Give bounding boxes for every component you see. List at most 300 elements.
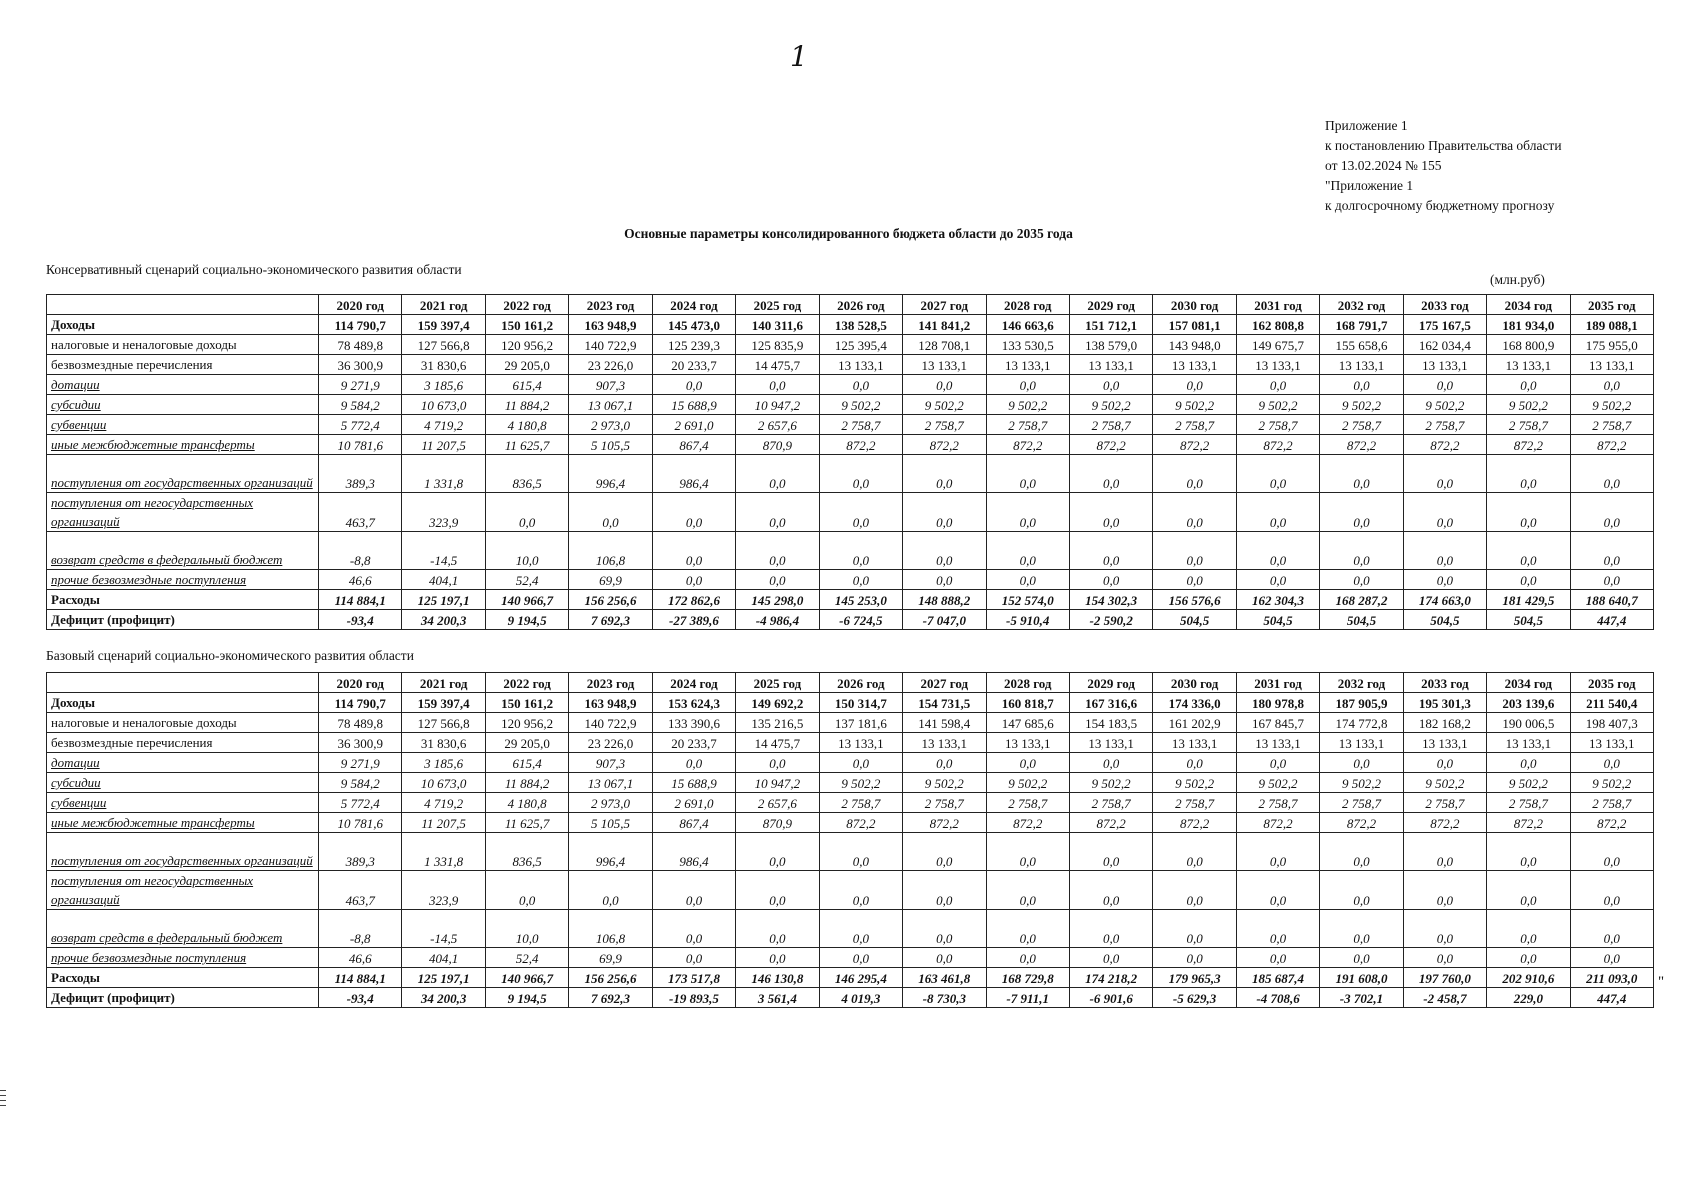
value-cell: 3 561,4	[736, 988, 819, 1008]
value-cell: 2 657,6	[736, 793, 819, 813]
value-cell: 872,2	[986, 813, 1069, 833]
value-cell: 15 688,9	[652, 773, 735, 793]
value-cell: 140 722,9	[569, 335, 652, 355]
value-cell: 29 205,0	[485, 733, 568, 753]
table-row	[47, 713, 1654, 733]
value-cell: 15 688,9	[652, 395, 735, 415]
value-cell: 872,2	[1320, 435, 1403, 455]
value-cell: 168 729,8	[986, 968, 1069, 988]
table-row	[47, 455, 1654, 493]
table-row	[47, 610, 1654, 630]
value-cell: 4 019,3	[819, 988, 902, 1008]
value-cell: 0,0	[819, 753, 902, 773]
value-cell: -19 893,5	[652, 988, 735, 1008]
value-cell: 13 133,1	[1153, 733, 1236, 753]
value-cell: -2 590,2	[1069, 610, 1152, 630]
value-cell: -14,5	[402, 910, 485, 948]
value-cell: 0,0	[1487, 375, 1570, 395]
value-cell: -93,4	[319, 610, 402, 630]
value-cell: 9 502,2	[903, 395, 986, 415]
value-cell: 146 130,8	[736, 968, 819, 988]
value-cell: 0,0	[986, 753, 1069, 773]
units-label: (млн.руб)	[1490, 272, 1545, 287]
table-row	[47, 948, 1654, 968]
value-cell: 52,4	[485, 948, 568, 968]
year-header: 2024 год	[652, 295, 735, 315]
table-row	[47, 988, 1654, 1008]
value-cell: 125 395,4	[819, 335, 902, 355]
year-header: 2022 год	[485, 295, 568, 315]
table-row	[47, 355, 1654, 375]
row-label: возврат средств в федеральный бюджет	[47, 532, 319, 570]
value-cell: 34 200,3	[402, 988, 485, 1008]
value-cell: 9 502,2	[1570, 773, 1653, 793]
value-cell: 13 133,1	[1153, 355, 1236, 375]
value-cell: 4 180,8	[485, 793, 568, 813]
year-header: 2023 год	[569, 295, 652, 315]
year-header: 2025 год	[736, 673, 819, 693]
value-cell: 10,0	[485, 910, 568, 948]
value-cell: 504,5	[1153, 610, 1236, 630]
value-cell: -93,4	[319, 988, 402, 1008]
value-cell: -7 911,1	[986, 988, 1069, 1008]
value-cell: 7 692,3	[569, 610, 652, 630]
value-cell: 120 956,2	[485, 713, 568, 733]
value-cell: 10 947,2	[736, 773, 819, 793]
value-cell: 0,0	[1403, 753, 1486, 773]
year-header: 2031 год	[1236, 295, 1319, 315]
value-cell: 0,0	[652, 570, 735, 590]
value-cell: -5 910,4	[986, 610, 1069, 630]
value-cell: 175 167,5	[1403, 315, 1486, 335]
value-cell: 135 216,5	[736, 713, 819, 733]
row-label: поступления от негосударственных организаций	[47, 871, 319, 910]
value-cell: 2 758,7	[986, 793, 1069, 813]
value-cell: 13 133,1	[1320, 733, 1403, 753]
value-cell: 0,0	[1069, 871, 1152, 910]
table-row	[47, 733, 1654, 753]
value-cell: 0,0	[1069, 833, 1152, 871]
value-cell: 69,9	[569, 948, 652, 968]
row-label: Доходы	[47, 315, 319, 335]
value-cell: 0,0	[1570, 375, 1653, 395]
value-cell: 0,0	[1320, 910, 1403, 948]
value-cell: 0,0	[1236, 570, 1319, 590]
value-cell: 0,0	[819, 910, 902, 948]
value-cell: 0,0	[903, 493, 986, 532]
value-cell: 0,0	[1487, 455, 1570, 493]
value-cell: 13 133,1	[903, 733, 986, 753]
value-cell: 2 758,7	[1236, 415, 1319, 435]
value-cell: 0,0	[1570, 753, 1653, 773]
value-cell: 0,0	[1236, 871, 1319, 910]
value-cell: 404,1	[402, 570, 485, 590]
value-cell: 0,0	[1153, 833, 1236, 871]
value-cell: 5 772,4	[319, 793, 402, 813]
value-cell: 20 233,7	[652, 733, 735, 753]
year-header: 2026 год	[819, 295, 902, 315]
closing-quote: "	[1658, 974, 1665, 990]
value-cell: 2 758,7	[1403, 415, 1486, 435]
value-cell: 172 862,6	[652, 590, 735, 610]
value-cell: 0,0	[986, 570, 1069, 590]
row-label: безвозмездные перечисления	[47, 733, 319, 753]
value-cell: 195 301,3	[1403, 693, 1486, 713]
value-cell: 13 133,1	[1403, 733, 1486, 753]
value-cell: 872,2	[819, 813, 902, 833]
value-cell: 9 502,2	[1487, 395, 1570, 415]
value-cell: 0,0	[986, 532, 1069, 570]
year-header: 2033 год	[1403, 295, 1486, 315]
conservative-scenario-table	[46, 294, 1654, 630]
year-header: 2027 год	[903, 295, 986, 315]
value-cell: 872,2	[903, 435, 986, 455]
value-cell: 10 781,6	[319, 435, 402, 455]
value-cell: 162 304,3	[1236, 590, 1319, 610]
value-cell: 188 640,7	[1570, 590, 1653, 610]
value-cell: 2 758,7	[903, 415, 986, 435]
value-cell: 872,2	[1403, 435, 1486, 455]
value-cell: 0,0	[736, 753, 819, 773]
row-label: Доходы	[47, 693, 319, 713]
value-cell: 0,0	[1320, 948, 1403, 968]
value-cell: 180 978,8	[1236, 693, 1319, 713]
value-cell: 2 758,7	[1069, 793, 1152, 813]
value-cell: 0,0	[1403, 910, 1486, 948]
value-cell: 872,2	[986, 435, 1069, 455]
value-cell: 11 207,5	[402, 813, 485, 833]
value-cell: 13 067,1	[569, 395, 652, 415]
value-cell: 2 973,0	[569, 415, 652, 435]
value-cell: 114 884,1	[319, 968, 402, 988]
value-cell: 0,0	[1069, 910, 1152, 948]
value-cell: 0,0	[1403, 833, 1486, 871]
value-cell: 872,2	[1570, 813, 1653, 833]
value-cell: 0,0	[819, 871, 902, 910]
value-cell: 9 502,2	[1487, 773, 1570, 793]
value-cell: 173 517,8	[652, 968, 735, 988]
appendix-note-line: от 13.02.2024 № 155	[1325, 158, 1442, 173]
value-cell: 0,0	[485, 493, 568, 532]
value-cell: -2 458,7	[1403, 988, 1486, 1008]
value-cell: 9 502,2	[1153, 395, 1236, 415]
value-cell: 0,0	[1570, 948, 1653, 968]
value-cell: 9 194,5	[485, 610, 568, 630]
value-cell: 0,0	[1320, 375, 1403, 395]
value-cell: 0,0	[986, 455, 1069, 493]
year-header: 2030 год	[1153, 673, 1236, 693]
value-cell: 0,0	[986, 948, 1069, 968]
table-row	[47, 773, 1654, 793]
value-cell: 168 791,7	[1320, 315, 1403, 335]
value-cell: 154 731,5	[903, 693, 986, 713]
value-cell: 0,0	[1487, 753, 1570, 773]
value-cell: 149 675,7	[1236, 335, 1319, 355]
value-cell: 147 685,6	[986, 713, 1069, 733]
value-cell: 872,2	[1153, 435, 1236, 455]
value-cell: 0,0	[819, 570, 902, 590]
value-cell: 229,0	[1487, 988, 1570, 1008]
row-label: поступления от негосударственных организаций	[47, 493, 319, 532]
value-cell: 615,4	[485, 753, 568, 773]
year-header: 2032 год	[1320, 295, 1403, 315]
value-cell: 2 973,0	[569, 793, 652, 813]
value-cell: 504,5	[1487, 610, 1570, 630]
value-cell: 986,4	[652, 833, 735, 871]
value-cell: 0,0	[986, 871, 1069, 910]
value-cell: 0,0	[1403, 493, 1486, 532]
value-cell: 0,0	[903, 570, 986, 590]
value-cell: 46,6	[319, 948, 402, 968]
table-row	[47, 493, 1654, 532]
value-cell: 9 502,2	[1236, 773, 1319, 793]
value-cell: 0,0	[1236, 493, 1319, 532]
value-cell: 0,0	[1320, 532, 1403, 570]
value-cell: 13 133,1	[986, 355, 1069, 375]
value-cell: 0,0	[1403, 532, 1486, 570]
value-cell: 0,0	[1153, 948, 1236, 968]
value-cell: 0,0	[903, 375, 986, 395]
value-cell: 138 528,5	[819, 315, 902, 335]
conservative-scenario-title: Консервативный сценарий социально-экономического развития области	[46, 262, 462, 277]
value-cell: 0,0	[1570, 833, 1653, 871]
row-label: налоговые и неналоговые доходы	[47, 335, 319, 355]
row-label: дотации	[47, 753, 319, 773]
value-cell: 167 316,6	[1069, 693, 1152, 713]
value-cell: 140 311,6	[736, 315, 819, 335]
value-cell: 0,0	[736, 833, 819, 871]
value-cell: 2 758,7	[1153, 415, 1236, 435]
value-cell: 0,0	[819, 833, 902, 871]
value-cell: 181 934,0	[1487, 315, 1570, 335]
value-cell: 0,0	[1069, 532, 1152, 570]
value-cell: 69,9	[569, 570, 652, 590]
value-cell: 0,0	[652, 910, 735, 948]
value-cell: 145 298,0	[736, 590, 819, 610]
value-cell: 870,9	[736, 813, 819, 833]
value-cell: 872,2	[1236, 813, 1319, 833]
value-cell: -4 708,6	[1236, 988, 1319, 1008]
value-cell: 2 758,7	[1487, 793, 1570, 813]
row-label: прочие безвозмездные поступления	[47, 948, 319, 968]
year-header: 2033 год	[1403, 673, 1486, 693]
year-header: 2034 год	[1487, 295, 1570, 315]
value-cell: 389,3	[319, 455, 402, 493]
value-cell: 140 966,7	[485, 590, 568, 610]
value-cell: 2 758,7	[986, 415, 1069, 435]
value-cell: 127 566,8	[402, 335, 485, 355]
row-label: налоговые и неналоговые доходы	[47, 713, 319, 733]
value-cell: 211 093,0	[1570, 968, 1653, 988]
value-cell: 2 758,7	[1320, 793, 1403, 813]
value-cell: 0,0	[819, 455, 902, 493]
value-cell: 13 133,1	[1487, 355, 1570, 375]
value-cell: 836,5	[485, 833, 568, 871]
value-cell: 447,4	[1570, 988, 1653, 1008]
value-cell: 0,0	[986, 910, 1069, 948]
header-blank-cell	[47, 295, 319, 315]
value-cell: 0,0	[736, 570, 819, 590]
value-cell: 867,4	[652, 435, 735, 455]
row-label: Расходы	[47, 590, 319, 610]
value-cell: 179 965,3	[1153, 968, 1236, 988]
table-row	[47, 693, 1654, 713]
value-cell: 13 133,1	[1236, 355, 1319, 375]
value-cell: 870,9	[736, 435, 819, 455]
value-cell: 0,0	[736, 532, 819, 570]
value-cell: 203 139,6	[1487, 693, 1570, 713]
value-cell: -27 389,6	[652, 610, 735, 630]
value-cell: 9 502,2	[1069, 773, 1152, 793]
value-cell: 137 181,6	[819, 713, 902, 733]
value-cell: 0,0	[903, 532, 986, 570]
value-cell: 0,0	[903, 871, 986, 910]
value-cell: 4 180,8	[485, 415, 568, 435]
value-cell: 0,0	[1570, 532, 1653, 570]
document-title: Основные параметры консолидированного бюджета области до 2035 года	[624, 226, 1073, 241]
value-cell: 3 185,6	[402, 753, 485, 773]
page-number: 1	[790, 40, 808, 73]
table-row	[47, 590, 1654, 610]
table-row	[47, 793, 1654, 813]
value-cell: 0,0	[1236, 455, 1319, 493]
value-cell: 872,2	[1236, 435, 1319, 455]
value-cell: 9 502,2	[1153, 773, 1236, 793]
value-cell: 836,5	[485, 455, 568, 493]
value-cell: 13 133,1	[903, 355, 986, 375]
value-cell: 0,0	[1069, 753, 1152, 773]
value-cell: 159 397,4	[402, 315, 485, 335]
value-cell: 872,2	[903, 813, 986, 833]
value-cell: -4 986,4	[736, 610, 819, 630]
table-row	[47, 532, 1654, 570]
value-cell: 0,0	[819, 948, 902, 968]
value-cell: 0,0	[1487, 532, 1570, 570]
value-cell: 13 133,1	[819, 733, 902, 753]
table-row	[47, 968, 1654, 988]
value-cell: 996,4	[569, 833, 652, 871]
year-header: 2035 год	[1570, 295, 1653, 315]
value-cell: 3 185,6	[402, 375, 485, 395]
year-header: 2030 год	[1153, 295, 1236, 315]
value-cell: 0,0	[1320, 455, 1403, 493]
value-cell: 872,2	[1570, 435, 1653, 455]
value-cell: 872,2	[1487, 813, 1570, 833]
value-cell: 0,0	[652, 493, 735, 532]
value-cell: 0,0	[1069, 948, 1152, 968]
value-cell: 174 218,2	[1069, 968, 1152, 988]
value-cell: 9 502,2	[819, 773, 902, 793]
row-label: субвенции	[47, 415, 319, 435]
value-cell: 2 758,7	[903, 793, 986, 813]
value-cell: 9 502,2	[986, 773, 1069, 793]
value-cell: 13 133,1	[1320, 355, 1403, 375]
value-cell: 0,0	[652, 375, 735, 395]
row-label: поступления от государственных организаций	[47, 455, 319, 493]
value-cell: 159 397,4	[402, 693, 485, 713]
value-cell: 13 133,1	[819, 355, 902, 375]
value-cell: 2 758,7	[819, 793, 902, 813]
row-label: дотации	[47, 375, 319, 395]
value-cell: 36 300,9	[319, 355, 402, 375]
value-cell: 907,3	[569, 753, 652, 773]
value-cell: 168 287,2	[1320, 590, 1403, 610]
value-cell: 9 502,2	[1403, 773, 1486, 793]
row-label: субсидии	[47, 395, 319, 415]
value-cell: 13 133,1	[1403, 355, 1486, 375]
value-cell: 872,2	[819, 435, 902, 455]
value-cell: -6 724,5	[819, 610, 902, 630]
value-cell: 0,0	[1153, 753, 1236, 773]
value-cell: 125 197,1	[402, 968, 485, 988]
value-cell: 162 808,8	[1236, 315, 1319, 335]
value-cell: 11 207,5	[402, 435, 485, 455]
value-cell: 167 845,7	[1236, 713, 1319, 733]
appendix-note-line: "Приложение 1	[1325, 178, 1414, 193]
row-label: иные межбюджетные трансферты	[47, 813, 319, 833]
value-cell: 0,0	[1153, 570, 1236, 590]
value-cell: 154 183,5	[1069, 713, 1152, 733]
value-cell: 2 691,0	[652, 415, 735, 435]
value-cell: 138 579,0	[1069, 335, 1152, 355]
table-row	[47, 375, 1654, 395]
value-cell: 2 691,0	[652, 793, 735, 813]
value-cell: 0,0	[986, 375, 1069, 395]
value-cell: 11 625,7	[485, 813, 568, 833]
table-row	[47, 570, 1654, 590]
value-cell: 52,4	[485, 570, 568, 590]
header-blank-cell	[47, 673, 319, 693]
value-cell: 0,0	[1153, 375, 1236, 395]
value-cell: 0,0	[903, 455, 986, 493]
value-cell: 161 202,9	[1153, 713, 1236, 733]
value-cell: 0,0	[1320, 570, 1403, 590]
value-cell: 907,3	[569, 375, 652, 395]
value-cell: 0,0	[1320, 871, 1403, 910]
appendix-note-line: Приложение 1	[1325, 118, 1408, 133]
value-cell: 9 502,2	[819, 395, 902, 415]
value-cell: 504,5	[1320, 610, 1403, 630]
value-cell: 151 712,1	[1069, 315, 1152, 335]
year-header: 2031 год	[1236, 673, 1319, 693]
value-cell: 0,0	[1236, 375, 1319, 395]
value-cell: 9 502,2	[1570, 395, 1653, 415]
value-cell: 106,8	[569, 910, 652, 948]
value-cell: 11 625,7	[485, 435, 568, 455]
value-cell: 986,4	[652, 455, 735, 493]
value-cell: 447,4	[1570, 610, 1653, 630]
value-cell: 13 133,1	[1487, 733, 1570, 753]
value-cell: 163 948,9	[569, 693, 652, 713]
year-header: 2028 год	[986, 673, 1069, 693]
value-cell: 9 502,2	[1403, 395, 1486, 415]
value-cell: 13 133,1	[1069, 733, 1152, 753]
value-cell: 0,0	[1403, 375, 1486, 395]
value-cell: 181 429,5	[1487, 590, 1570, 610]
year-header: 2021 год	[402, 295, 485, 315]
value-cell: 174 663,0	[1403, 590, 1486, 610]
value-cell: 0,0	[652, 948, 735, 968]
value-cell: 9 502,2	[1236, 395, 1319, 415]
value-cell: 872,2	[1320, 813, 1403, 833]
value-cell: 0,0	[1487, 871, 1570, 910]
value-cell: 0,0	[1320, 493, 1403, 532]
value-cell: 150 161,2	[485, 693, 568, 713]
value-cell: 191 608,0	[1320, 968, 1403, 988]
value-cell: 872,2	[1069, 813, 1152, 833]
value-cell: 0,0	[1570, 910, 1653, 948]
value-cell: 156 256,6	[569, 590, 652, 610]
